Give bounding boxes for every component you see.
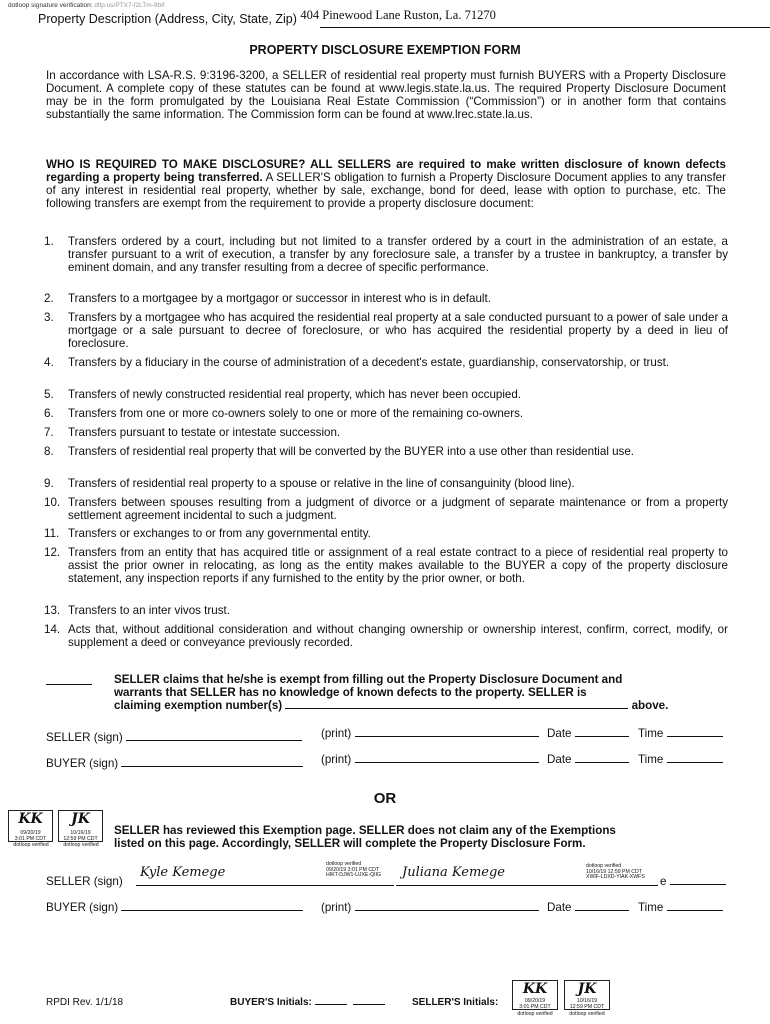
- item-number: 4.: [44, 356, 54, 369]
- seller-initials-row: [412, 997, 498, 1008]
- claim-line-3: [114, 699, 726, 712]
- buyer-initials-field-2[interactable]: [353, 1004, 385, 1005]
- footer-initials-verified-1: dotloop verified: [517, 1011, 553, 1017]
- initials-timestamp: [59, 831, 102, 842]
- buyer-signature-field-2[interactable]: [121, 910, 303, 911]
- print-label: (print): [321, 753, 352, 766]
- signature-1-timestamp: 09/20/19 3:01 PM CDT: [326, 866, 380, 873]
- signature-2-verified-label: dotloop verified: [586, 863, 622, 869]
- seller-initials-stamp-1[interactable]: [8, 810, 53, 842]
- signature-2-code: XWIF-LDXD-YIAK-XWFS: [586, 874, 645, 881]
- verification-link[interactable]: dtlp.us/PTX7-f2LTm-9bIf: [94, 2, 165, 9]
- time-label-fragment: e: [660, 875, 667, 888]
- initials-text: JK: [577, 981, 597, 997]
- seller-print-field[interactable]: [355, 736, 539, 737]
- initials-verified-label-2: dotloop verified: [63, 842, 99, 848]
- item-number: 5.: [44, 388, 54, 401]
- item-number: 13.: [44, 604, 61, 617]
- seller-time-row-1: [638, 727, 723, 740]
- buyer-sign-row-2: [46, 901, 303, 914]
- who-must-disclose-heading: WHO IS REQUIRED TO MAKE DISCLOSURE? ALL SELLERS are required to make written disclosure of known defects regarding a property being transferred.: [46, 158, 726, 184]
- buyer-print-field-2[interactable]: [355, 910, 539, 911]
- item-text: Transfers between spouses resulting from a judgment of divorce or a judgment of separate maintenance or from a property settlement agreement incidental to such a judgment.: [68, 496, 728, 522]
- property-address-underline: [320, 27, 770, 28]
- initials-text: JK: [71, 811, 90, 827]
- initials-time: 3:01 PM CDT: [14, 835, 47, 842]
- date-label: Date: [547, 727, 572, 740]
- buyer-print-row-1: [321, 753, 539, 766]
- exemption-claim-initials-field[interactable]: [46, 684, 92, 685]
- time-label: Time: [638, 901, 664, 914]
- seller-signature-field[interactable]: [126, 740, 302, 741]
- seller-initials-label: SELLER'S Initials:: [412, 997, 499, 1008]
- item-text: Transfers or exchanges to or from any governmental entity.: [68, 527, 371, 540]
- claim-line-3-label: claiming exemption number(s): [114, 699, 283, 712]
- item-text: Transfers from an entity that has acquired title or assignment of a real estate contract to a piece of residential real property to assist the prior owner in relocating, as long as the entity makes available to the BUYER a copy of the property disclosure statement, any inspection reports if any furnished to the entity by the prior owner, or both.: [68, 546, 728, 585]
- buyer-print-row-2: [321, 901, 539, 914]
- signature-2-verification: [586, 864, 658, 881]
- property-description-line: [38, 8, 758, 27]
- time-label: Time: [638, 727, 664, 740]
- footer-seller-initials-stamp-1[interactable]: [512, 980, 558, 1010]
- item-number: 12.: [44, 546, 61, 559]
- item-text: Transfers of residential real property to a spouse or relative in the line of consanguinity (blood line).: [68, 477, 575, 490]
- buyer-date-field-2[interactable]: [575, 910, 629, 911]
- print-label: (print): [321, 901, 352, 914]
- item-number: 10.: [44, 496, 61, 509]
- item-number: 2.: [44, 292, 54, 305]
- buyer-sign-row-1: [46, 757, 303, 770]
- item-number: 7.: [44, 426, 54, 439]
- initials-verified-label-1: dotloop verified: [13, 842, 49, 848]
- review-line-2: listed on this page. Accordingly, SELLER will complete the Property Disclosure Form.: [114, 837, 586, 850]
- initials-timestamp: [513, 999, 557, 1010]
- item-number: 14.: [44, 623, 61, 636]
- item-text: Transfers from one or more co-owners solely to one or more of the remaining co-owners.: [68, 407, 524, 420]
- property-description-label: Property Description (Address, City, State, Zip): [38, 12, 297, 26]
- seller-sign-row-2: [46, 875, 123, 888]
- initials-date: 09/20/19: [20, 830, 41, 836]
- claim-line-3-end: above.: [631, 699, 669, 712]
- claim-line-1: SELLER claims that he/she is exempt from filling out the Property Disclosure Document and: [114, 673, 623, 686]
- buyer-sign-label: BUYER (sign): [46, 757, 119, 770]
- item-text: Transfers ordered by a court, including but not limited to a transfer ordered by a court in the administration of an estate, a transfer pursuant to a writ of execution, a transfer by any foreclosure sale, a transfer by a trustee in bankruptcy, a transfer by eminent domain, and any transfer resulting from a decree of specific performance.: [68, 235, 728, 274]
- item-number: 11.: [44, 527, 60, 540]
- initials-text: KK: [522, 981, 548, 997]
- seller-signature-field-3[interactable]: [396, 860, 658, 886]
- exemption-claim-statement: [114, 673, 726, 712]
- buyer-time-field-2[interactable]: [667, 910, 723, 911]
- seller-initials-stamp-2[interactable]: [58, 810, 103, 842]
- property-address-field[interactable]: 404 Pinewood Lane Ruston, La. 71270: [300, 8, 496, 22]
- item-number: 1.: [44, 235, 54, 248]
- claim-line-2: warrants that SELLER has no knowledge of known defects to the property. SELLER is: [114, 686, 587, 699]
- item-number: 8.: [44, 445, 54, 458]
- buyer-time-row-1: [638, 753, 723, 766]
- date-label: Date: [547, 753, 572, 766]
- review-line-1: SELLER has reviewed this Exemption page. SELLER does not claim any of the Exemptions: [114, 824, 616, 837]
- buyer-print-field[interactable]: [355, 762, 539, 763]
- initials-time: 3:01 PM CDT: [519, 1003, 551, 1010]
- initials-date: 10/16/19: [70, 830, 91, 836]
- buyer-date-row-1: [547, 753, 629, 766]
- initials-date: 09/20/19: [524, 998, 546, 1004]
- buyer-initials-row: [230, 997, 385, 1008]
- item-text: Transfers to a mortgagee by a mortgagor or successor in interest who is in default.: [68, 292, 491, 305]
- initials-date: 10/16/19: [576, 998, 598, 1004]
- revision-label: RPDI Rev. 1/1/18: [46, 997, 124, 1008]
- seller-sign-label: SELLER (sign): [46, 875, 123, 888]
- who-must-disclose-paragraph: [46, 158, 726, 210]
- footer-initials-verified-2: dotloop verified: [569, 1011, 605, 1017]
- buyer-time-field[interactable]: [667, 762, 723, 763]
- initials-text: KK: [18, 811, 43, 827]
- signature-2-timestamp: 10/16/19 12:59 PM CDT: [586, 868, 642, 875]
- or-divider: OR: [373, 790, 397, 807]
- seller-print-row-1: [321, 727, 539, 740]
- buyer-date-field[interactable]: [575, 762, 629, 763]
- buyer-signature-field[interactable]: [121, 766, 303, 767]
- item-text: Transfers of residential real property that will be converted by the BUYER into a use other than residential use.: [68, 445, 635, 458]
- seller-sign-row-1: [46, 731, 302, 744]
- item-text: Transfers pursuant to testate or intestate succession.: [68, 426, 341, 439]
- seller-sign-label: SELLER (sign): [46, 731, 123, 744]
- initials-timestamp: [565, 999, 609, 1010]
- item-text: Transfers by a fiduciary in the course of administration of a decedent's estate, guardianship, conservatorship, or trust.: [68, 356, 670, 369]
- signature-1-verification: [326, 862, 394, 879]
- review-statement: [114, 824, 728, 850]
- seller-time-field[interactable]: [667, 736, 723, 737]
- buyer-sign-label: BUYER (sign): [46, 901, 119, 914]
- print-label: (print): [321, 727, 352, 740]
- signature-verification-header: [8, 2, 165, 9]
- intro-paragraph: In accordance with LSA-R.S. 9:3196-3200, a SELLER of residential real property must furnish BUYERS with a Property Disclosure Document. A complete copy of these statutes can be found at www.legis.state.la.us. The required Property Disclosure Document may be in the form promulgated by the Louisiana Real Estate Commission (“Commission”) or in another form that contains substantially the same information. The Commission form can be found at www.lrec.state.la.us.: [46, 69, 726, 121]
- item-number: 6.: [44, 407, 54, 420]
- buyer-date-row-2: [547, 901, 629, 914]
- seller-time-row-2: [660, 875, 726, 888]
- who-must-disclose-body: A SELLER'S obligation to furnish a Property Disclosure Document applies to any transfer of any interest in residential real property, whether by sale, exchange, bond for deed, lease with option to purchase, etc. The following transfers are exempt from the requirement to provide a property disclosure document:: [46, 171, 726, 210]
- seller-signature-kyle: Kyle Kemege: [140, 865, 226, 880]
- date-label: Date: [547, 901, 572, 914]
- initials-time: 12:59 PM CDT: [569, 1003, 605, 1010]
- item-text: Transfers of newly constructed residential real property, which has never been occupied.: [68, 388, 522, 401]
- verification-label: dotloop signature verification:: [8, 2, 93, 9]
- buyer-initials-field-1[interactable]: [315, 1004, 347, 1005]
- seller-time-field-2[interactable]: [670, 884, 726, 885]
- item-text: Acts that, without additional consideration and without changing ownership or ownership interest, confirm, correct, modify, or supplement a deed or conveyance previously recorded.: [68, 623, 728, 649]
- form-title: PROPERTY DISCLOSURE EXEMPTION FORM: [249, 43, 521, 57]
- exemption-numbers-field[interactable]: [285, 708, 628, 709]
- buyer-initials-label: BUYER'S Initials:: [230, 997, 312, 1008]
- item-text: Transfers to an inter vivos trust.: [68, 604, 230, 617]
- time-label: Time: [638, 753, 664, 766]
- seller-date-row-1: [547, 727, 629, 740]
- initials-timestamp: [9, 831, 52, 842]
- item-number: 9.: [44, 477, 54, 490]
- seller-signature-juliana: Juliana Kemege: [402, 865, 505, 880]
- seller-signature-field-2[interactable]: [136, 860, 394, 886]
- item-number: 3.: [44, 311, 54, 324]
- seller-date-field[interactable]: [575, 736, 629, 737]
- footer-seller-initials-stamp-2[interactable]: [564, 980, 610, 1010]
- item-text: Transfers by a mortgagee who has acquired the residential real property at a sale conducted pursuant to a power of sale under a mortgage or a sale pursuant to decree of foreclosure, or who has acquired the residential property by a deed in lieu of foreclosure.: [68, 311, 728, 350]
- signature-1-code: HIKT-DJW1-UJXE-QIIG: [326, 872, 382, 879]
- buyer-time-row-2: [638, 901, 723, 914]
- signature-1-verified-label: dotloop verified: [326, 861, 362, 867]
- initials-time: 12:59 PM CDT: [63, 835, 98, 842]
